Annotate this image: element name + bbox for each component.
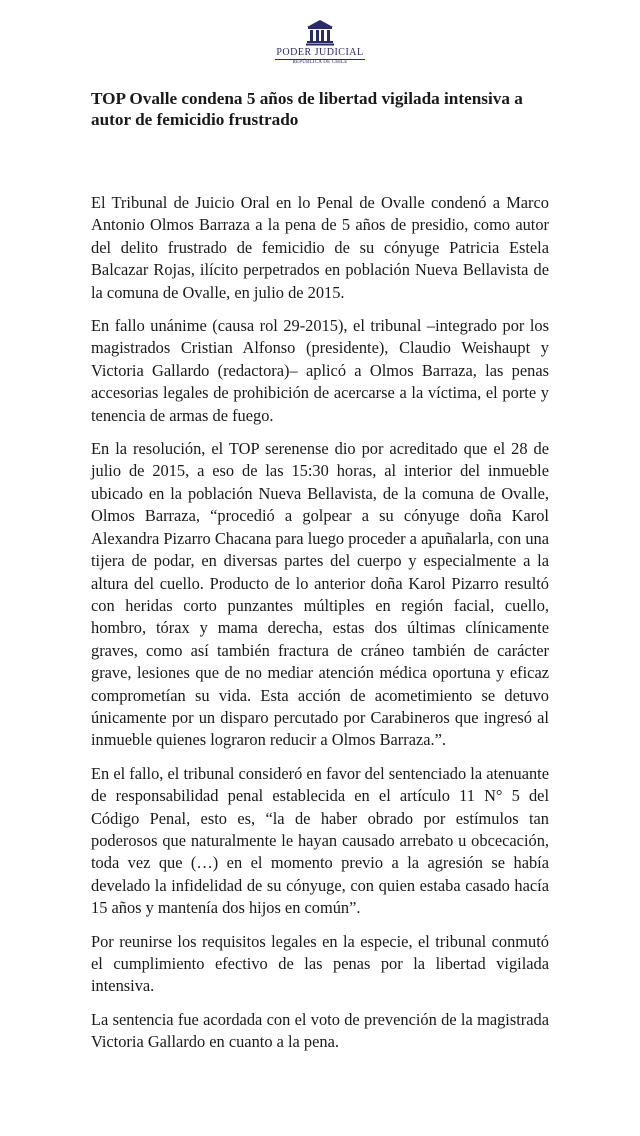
logo-subtitle: REPÚBLICA DE CHILE: [292, 60, 348, 65]
paragraph-3: En la resolución, el TOP serenense dio por acreditado que el 28 de julio de 2015, a eso de las 15:30 horas, al interior del inmueble ubicado en la población Nueva Bellavista, de la comuna de Ovalle, Olmos Barraza, “procedió a golpear a su cónyuge doña Karol Alexandra Pizarro Chacana para luego proceder a apuñalarla, con una tijera de podar, en diversas partes del cuerpo y especialmente a la altura del cuello. Producto de lo anterior doña Karol Pizarro resultó con heridas corto punzantes múltiples en región facial, cuello, hombro, tórax y mama derecha, estas dos últimas clínicamente graves, como así también fractura de cráneo también de carácter grave, lesiones que de no mediar atención médica oportuna y eficaz comprometían su vida. Esta acción de acometimiento se detuvo únicamente por un disparo percutado por Carabineros que ingresó al inmueble quienes lograron reducir a Olmos Barraza.”.: [91, 439, 549, 750]
logo-name: PODER JUDICIAL: [276, 47, 364, 58]
paragraph-4: En el fallo, el tribunal consideró en favor del sentenciado la atenuante de responsabilidad penal establecida en el artículo 11 N° 5 del Código Penal, esto es, “la de haber obrado por estímulos tan poderosos que naturalmente le hayan causado arrebato u obcecación, toda vez que (…) en el momento previo a la agresión se había develado la infidelidad de su cónyuge, con quien estaba casado hacía 15 años y mantenía dos hijos en común”.: [91, 763, 549, 918]
poder-judicial-logo: [268, 18, 372, 80]
paragraph-2: En fallo unánime (causa rol 29-2015), el tribunal –integrado por los magistrados Cristian Alfonso (presidente), Claudio Weishaupt y Victoria Gallardo (redactora)– aplicó a Olmos Barraza, las penas accesorias legales de prohibición de acercarse a la víctima, el porte y tenencia de armas de fuego.: [91, 316, 549, 425]
paragraph-6: La sentencia fue acordada con el voto de prevención de la magistrada Victoria Gallardo en cuanto a la pena.: [91, 1009, 549, 1052]
paragraph-1: El Tribunal de Juicio Oral en lo Penal de Ovalle condenó a Marco Antonio Olmos Barraza a la pena de 5 años de presidio, como autor del delito frustrado de femicidio de su cónyuge Patricia Estela Balcazar Rojas, ilícito perpetrados en población Nueva Bellavista de la comuna de Ovalle, en julio de 2015.: [91, 193, 549, 302]
article-title: TOP Ovalle condena 5 años de libertad vigilada intensiva a autor de femicidio frustrado: [91, 89, 523, 129]
courthouse-icon: [305, 18, 335, 46]
press-release: [91, 88, 549, 1054]
paragraph-5: Por reunirse los requisitos legales en la especie, el tribunal conmutó el cumplimiento efectivo de las penas por la libertad vigilada intensiva.: [91, 931, 549, 996]
